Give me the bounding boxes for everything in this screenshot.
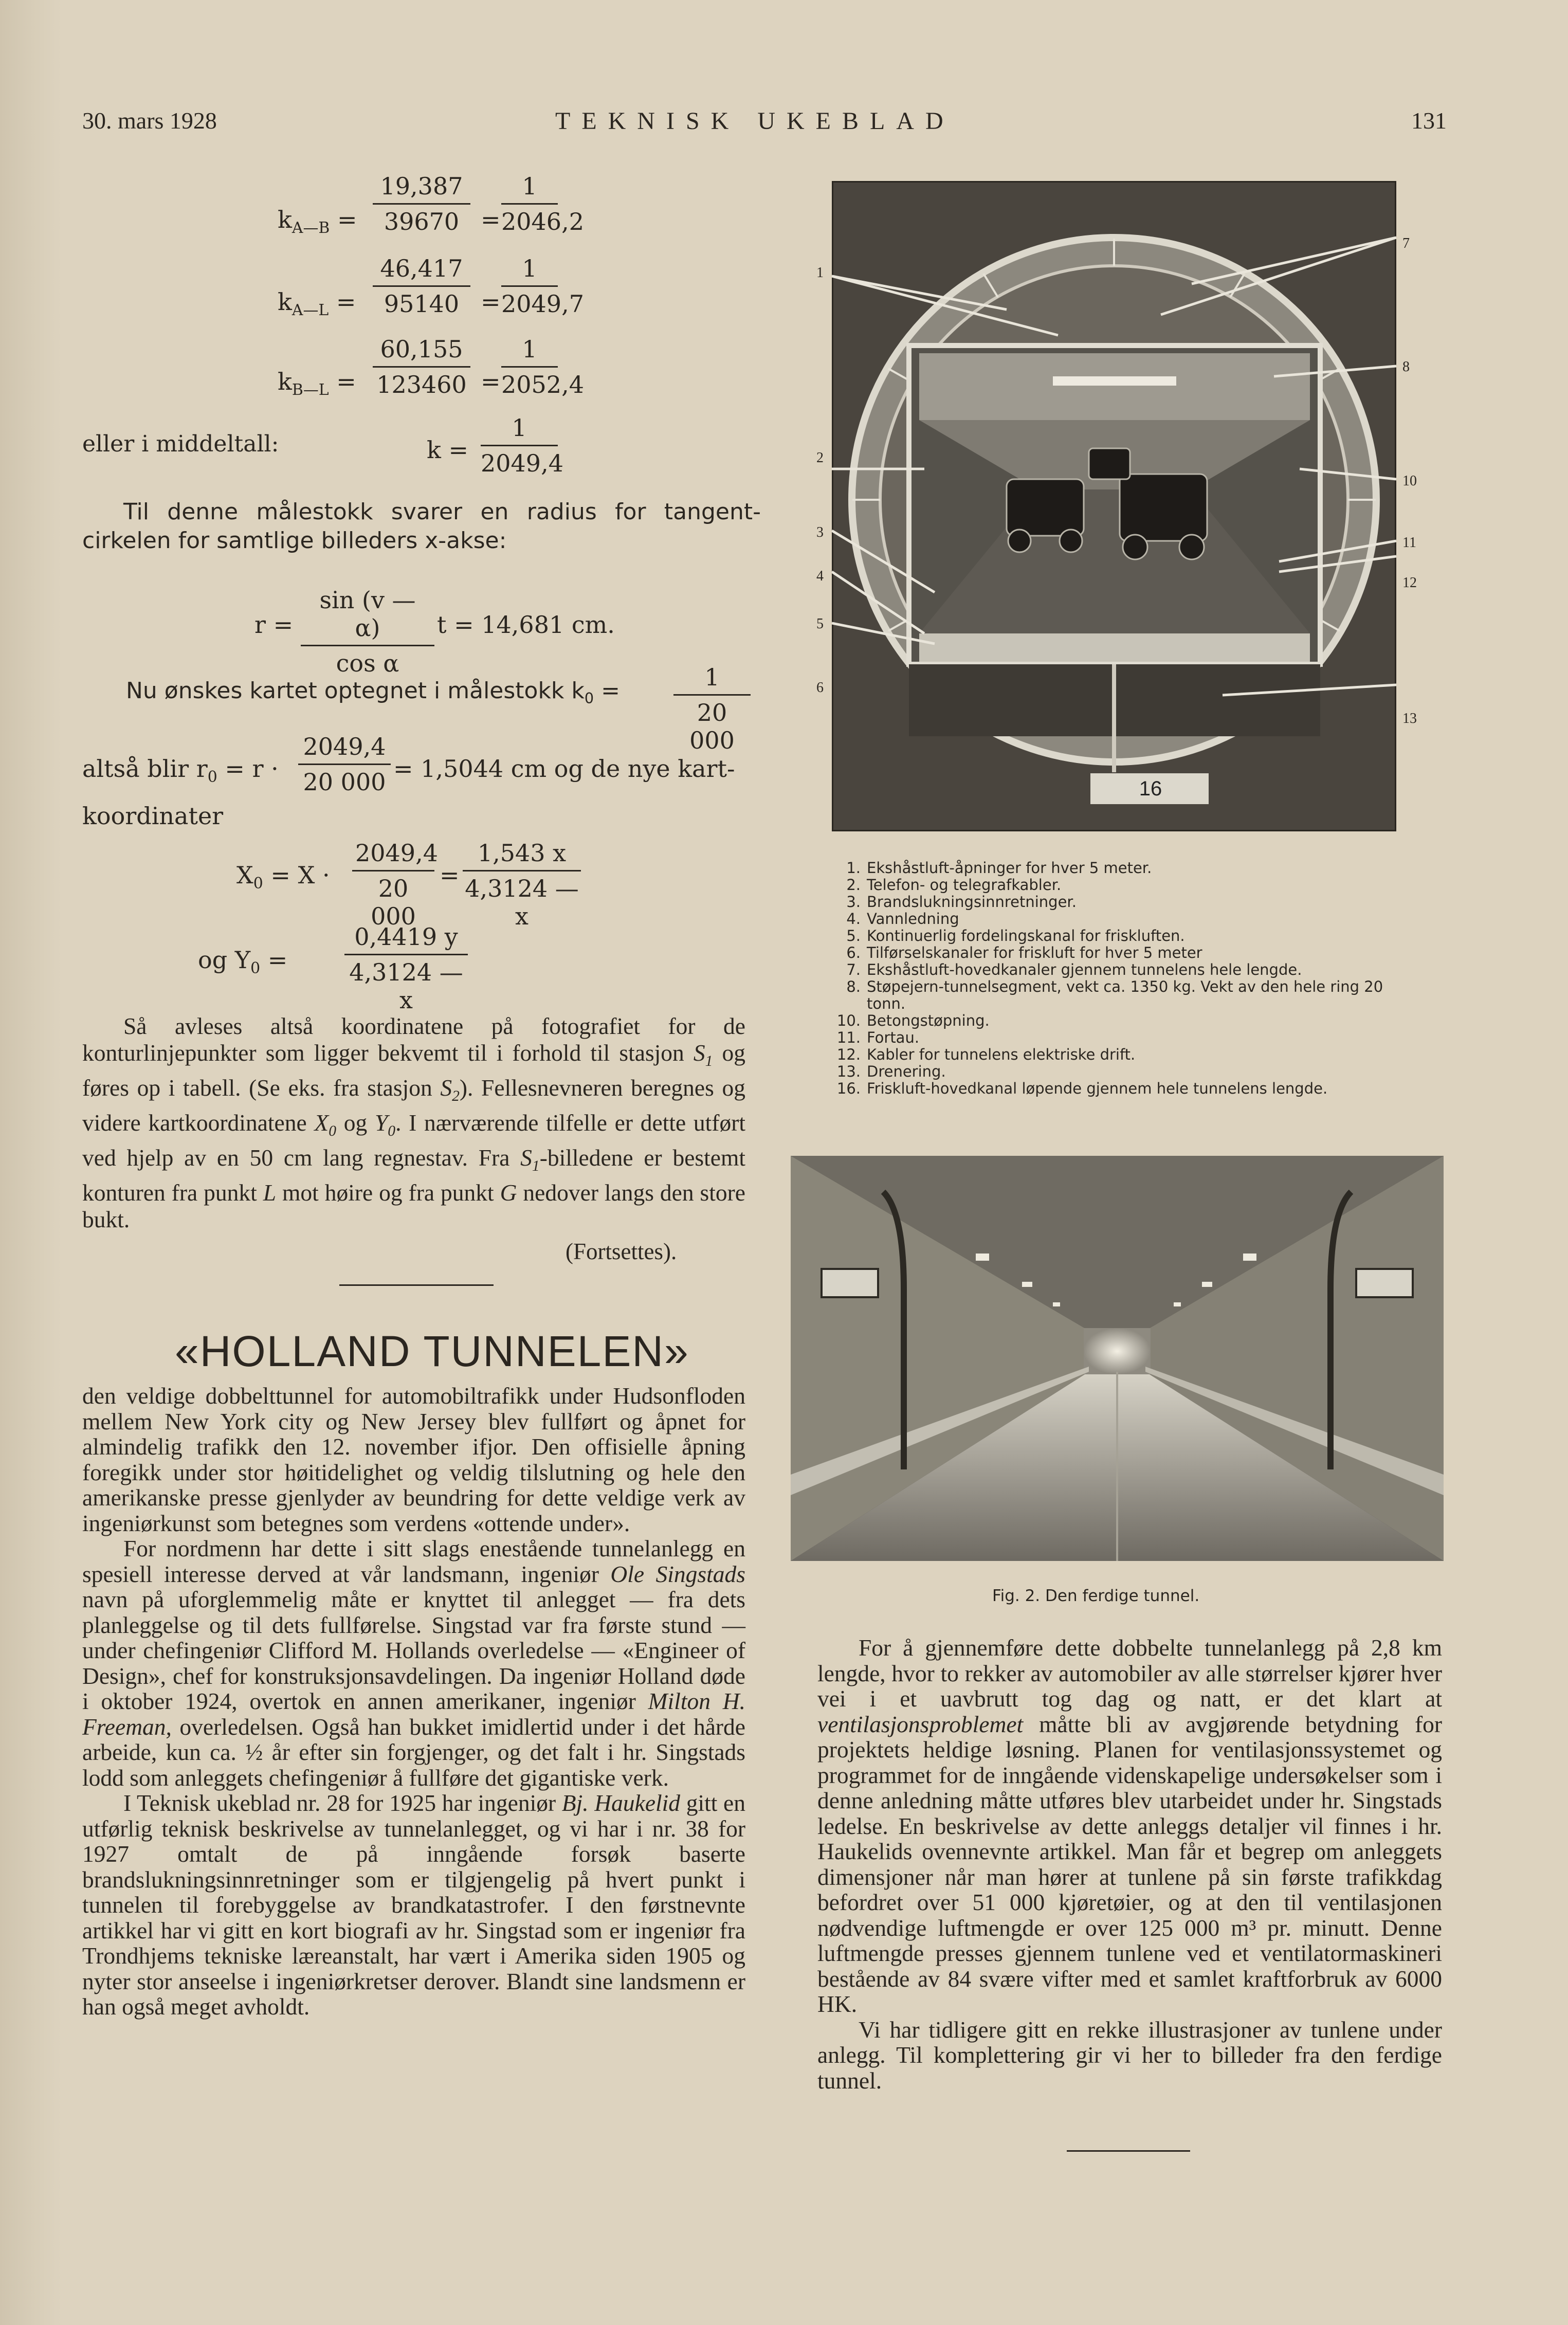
k-al-label: $k_{A—L}$ = [278, 288, 356, 320]
x0-label: $X_0 = X$ · [236, 861, 330, 893]
mean-k: k = [427, 436, 469, 464]
callout-1: 1 [816, 265, 824, 281]
y0-label: og $Y_0$ = [198, 946, 288, 978]
legend-item: 2. Telefon- og telegrafkabler. [846, 876, 1062, 894]
legend-item: 7. Ekshåstluft-hovedkanaler gjennem tunnelens hele lengde. [846, 961, 1302, 978]
legend-item: 5. Kontinuerlig fordelingskanal for friskluften. [846, 927, 1185, 944]
legend-item: 1. Ekshåstluft-åpninger for hver 5 meter. [846, 859, 1152, 877]
left-article [82, 1383, 745, 2020]
mean-intro: eller i middeltall: [82, 431, 279, 457]
figure-2-caption: Fig. 2. Den ferdige tunnel. [992, 1587, 1200, 1605]
tunnel-perspective-drawing [791, 1156, 1444, 1561]
legend-item: 3. Brandslukningsinnretninger. [846, 893, 1077, 911]
legend-item: 16. Friskluft-hovedkanal løpende gjennem hele tunnelens lengde. [836, 1080, 1328, 1097]
coord-word: koordinater [82, 802, 224, 830]
x0-frac1: $\frac{2049,4}{20 000}$ [352, 839, 434, 930]
k-ab-label: $k_{A—B}$ = [278, 206, 357, 238]
article-paragraph: den veldige dobbelttunnel for automobiltrafikk under Hudsonfloden mellem New York city og New Jersey blev fullført og åpnet for almindelig trafikk den 12. november ifjor. Den offisielle åpning foregikk under stor høitidelighet og veldig tilslutning og hele den amerikanske presse gjenlyder av beundring for dette veldige verk av ingeniørkunst som betegnes som verdens «ottende under». [82, 1383, 745, 1536]
k-bl-frac2: $\frac{1}{2052,4}$ [501, 335, 584, 398]
also-text: altså blir $r_0 = r$ · [82, 755, 279, 787]
cross-section-drawing [832, 181, 1396, 831]
k-bl-frac1: $\frac{60,155}{123460}$ [373, 335, 470, 398]
callout-6: 6 [816, 680, 824, 696]
mean-frac: $\frac{1}{2049,4}$ [481, 414, 563, 477]
scale-text: Nu ønskes kartet optegnet i målestokk $k_0$ = [126, 678, 620, 707]
callout-12: 12 [1402, 575, 1417, 591]
callout-13: 13 [1402, 711, 1417, 726]
legend-item: 10. Betongstøpning. [836, 1012, 990, 1029]
x0-frac2: $\frac{1,543 x}{4,3124 — x}$ [463, 839, 581, 930]
page-spine-shadow [0, 0, 62, 2325]
y0-frac: $\frac{0,4419 y}{4,3124 — x}$ [344, 923, 468, 1014]
scale-frac: $\frac{1}{20 000}$ [673, 663, 751, 754]
callout-10: 10 [1402, 473, 1417, 489]
radius-frac: $\frac{\sin (v — \alpha)}{\text{cos α}}$ [301, 586, 434, 677]
callout-2: 2 [816, 450, 824, 466]
also-frac: $\frac{2049,4}{20 000}$ [298, 733, 391, 796]
legend-item: 13. Drenering. [836, 1063, 946, 1080]
radius-paragraph: Til denne målestokk svarer en radius for tangent-cirkelen for samtlige billeders x-akse: [82, 499, 761, 554]
journal-title: TEKNISK UKEBLAD [555, 107, 955, 135]
legend-item: 6. Tilførselskanaler for friskluft for hver 5 meter [846, 944, 1202, 961]
page-number: 131 [1411, 107, 1447, 134]
intro-paragraph: Så avleses altså koordinatene på fotografiet for de konturlinjepunkter som ligger bekvemt til i forhold til stasjon $S_1$ og føres op i tabell. (Se eks. fra stasjon $S_2$). Fellesnevneren beregnes og videre kartkoordinatene $X_0$ og $Y_0$. I nærværende tilfelle er dette utført ved hjelp av en 50 cm lang regnestav. Fra $S_1$-billedene er bestemt konturen fra punkt L mot høire og fra punkt G nedover langs den store bukt. [82, 1013, 745, 1233]
article-paragraph: Vi har tidligere gitt en rekke illustrasjoner av tunlene under anlegg. Til komplettering gir vi her to billeder fra den ferdige tunnel. [817, 2016, 1442, 2094]
figure-legend [832, 860, 1413, 1097]
header-date: 30. mars 1928 [82, 107, 217, 134]
k-bl-label: $k_{B—L}$ = [278, 368, 356, 399]
finished-tunnel-photo [791, 1156, 1444, 1561]
callout-5: 5 [816, 616, 824, 632]
k-al-frac1: $\frac{46,417}{95140}$ [373, 255, 470, 318]
article-paragraph: I Teknisk ukeblad nr. 28 for 1925 har ingeniør Bj. Haukelid gitt en utførlig teknisk beskrivelse av tunnelanlegget, og vi har i nr. 38 for 1927 omtalt de på inngående forsøk baserte brandslukningsinnretninger som er tilgjengelig på hvert punkt i tunnelen til forebyggelse av brandkatastrofer. I den førstnevnte artikkel har vi gitt en kort biografi av hr. Singstad som er ingeniør fra Trondhjems tekniske læreanstalt, har vært i Amerika siden 1905 og nyter stor anseelse i ingeniørkretser derover. Blandt sine landsmenn er han også meget avholdt. [82, 1790, 746, 2020]
callout-4: 4 [816, 568, 824, 584]
article-paragraph: For nordmenn har dette i sitt slags enestående tunnelanlegg en spesiell interesse derved at vår landsmann, ingeniør Ole Singstads navn på uforglemmelig måte er knyttet til anlegget — fra dets planleggelse og til dets fullførelse. Singstad var fra første stund — under chefingeniør Clifford M. Hollands overledelse — «Engineer of Design», chef for konstruksjonsavdelingen. Da ingeniør Holland døde i oktober 1924, overtok en annen amerikaner, ingeniør Milton H. Freeman, overledelsen. Også han bukket imidlertid under i det hårde arbeide, kun ca. ½ år efter sin forgjenger, og det falt i hr. Singstads lodd som anleggets chefingeniør å fullføre det gigantiske verk. [82, 1535, 745, 1791]
legend-item: 11. Fortau. [836, 1029, 920, 1046]
section-divider [339, 1284, 494, 1286]
continued-note: (Fortsettes). [566, 1239, 677, 1264]
eq-sign: = [481, 206, 501, 233]
legend-item: 8. Støpejern-tunnelsegment, vekt ca. 1350 kg. Vekt av den hele ring 20 tonn. [846, 978, 1383, 1012]
right-article [817, 1635, 1442, 2093]
callout-7: 7 [1402, 235, 1410, 251]
k-ab-frac1: $\frac{19,387}{39670}$ [373, 172, 470, 235]
eq-sign: = [481, 288, 501, 316]
end-rule [1067, 2150, 1190, 2152]
k-al-frac2: $\frac{1}{2049,7}$ [501, 255, 584, 318]
callout-11: 11 [1402, 535, 1416, 551]
callout-3: 3 [816, 524, 824, 540]
eq-sign: = [481, 368, 501, 395]
article-headline: «HOLLAND TUNNELEN» [175, 1327, 689, 1375]
tunnel-cross-section-figure [832, 181, 1396, 831]
plate-label: 16 [1139, 777, 1162, 800]
callout-8: 8 [1402, 359, 1410, 375]
legend-item: 4. Vannledning [846, 910, 959, 928]
article-paragraph: For å gjennemføre dette dobbelte tunnelanlegg på 2,8 km lengde, hvor to rekker av automobiler av alle størrelser kjører hver vei i et uavbrutt tog dag og natt, er det klart at ventilasjonsproblemet måtte bli av avgjørende betydning for projektets heldige løsning. Planen for ventilasjonssystemet og programmet for de inngående videnskapelige undersøkelser som i denne anledning måtte utføres blev utarbeidet under hr. Singstads ledelse. En beskrivelse av dette anleggs detaljer vil finnes i hr. Haukelids ovennevnte artikkel. Man får et begrep om anleggets dimensjoner når man hører at tunlene på sin første trafikkdag befordret over 51 000 kjøretøier, og at den til ventilasjonen nødvendige luftmengde er over 125 000 m³ pr. minutt. Denne luftmengde presses gjennem tunlene ved et ventilatormaskineri bestående av 84 svære vifter med et samlet kraftforbruk av 6000 HK. [817, 1634, 1442, 2017]
legend-item: 12. Kabler for tunnelens elektriske drift. [836, 1046, 1136, 1063]
k-ab-frac2: $\frac{1}{2046,2}$ [501, 172, 584, 235]
